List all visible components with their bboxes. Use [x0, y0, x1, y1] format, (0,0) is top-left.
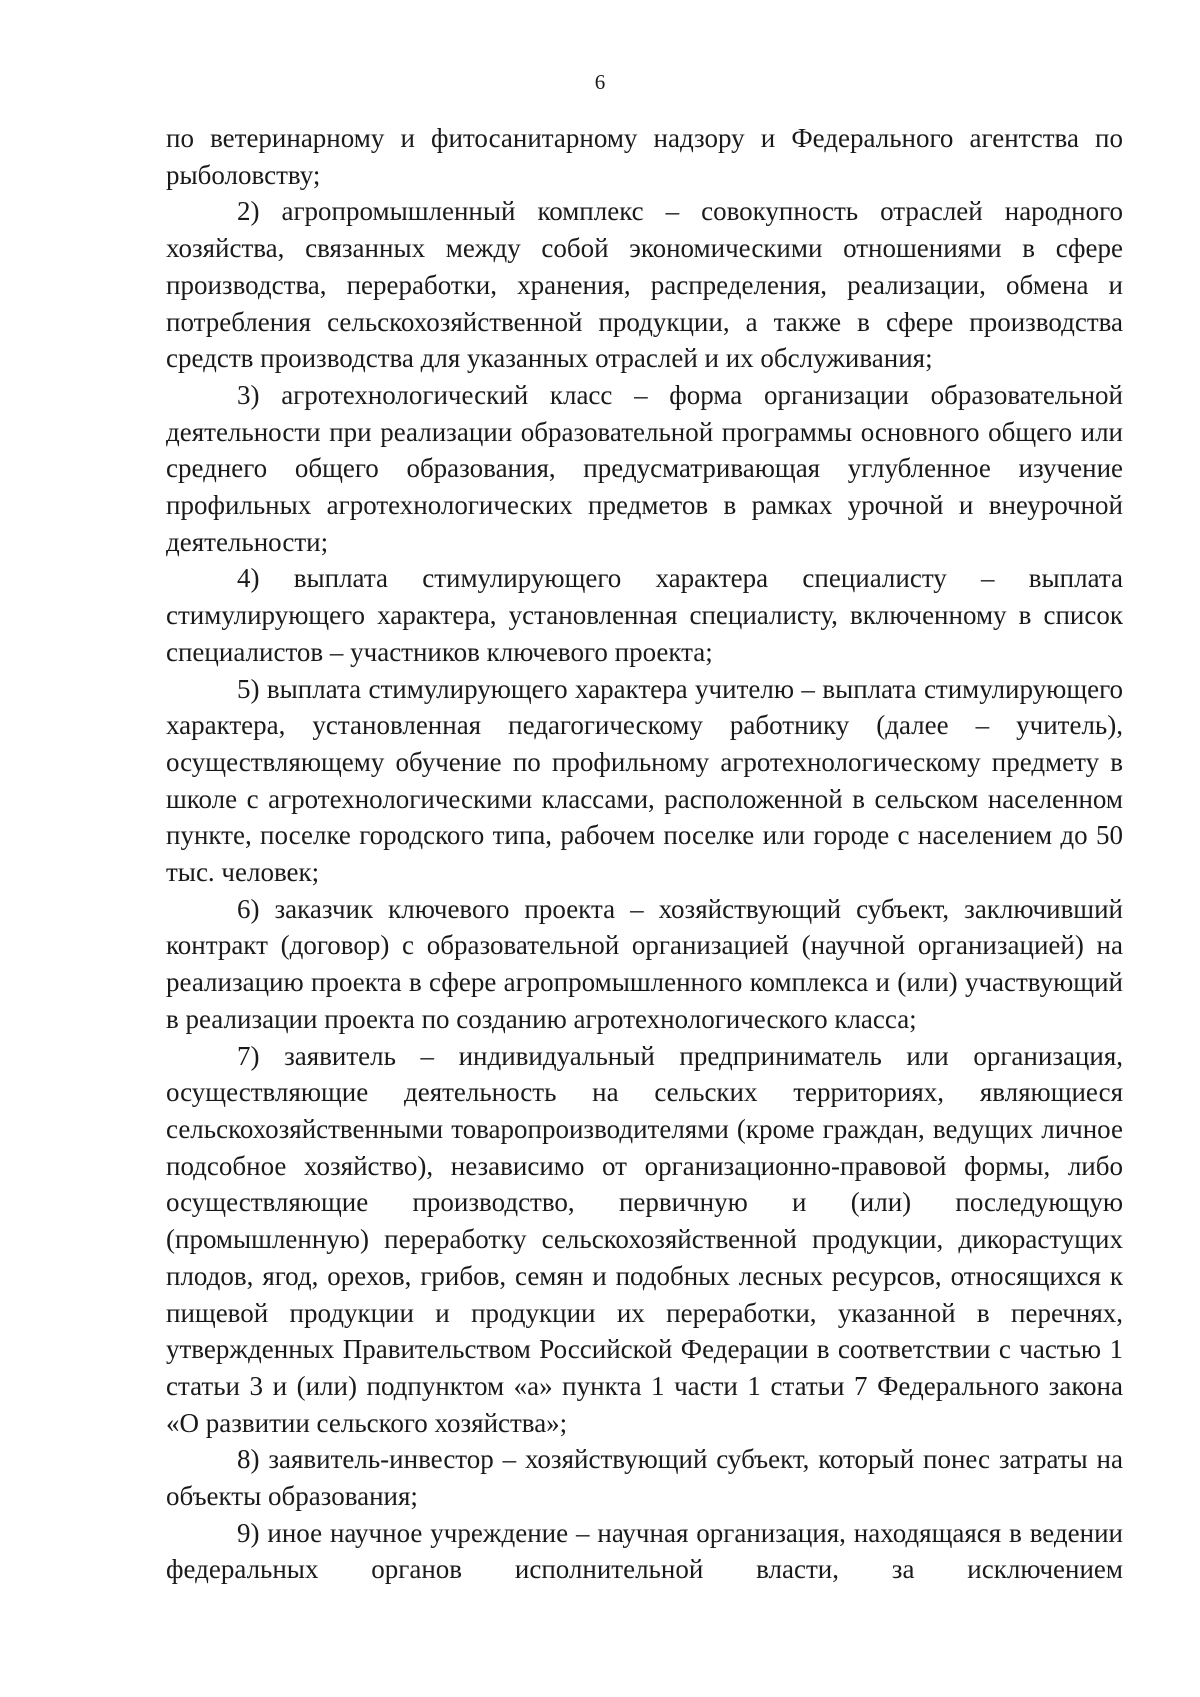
paragraph-continuation: по ветеринарному и фитосанитарному надзору и Федерального агентства по рыболовству; [166, 123, 1123, 190]
document-body [166, 120, 1123, 1588]
page-number: 6 [594, 70, 606, 94]
definition-specialist-incentive-payment: 4) выплата стимулирующего характера специалисту – выплата стимулирующего характера, установленная специалисту, включенному в список специалистов – участников ключевого проекта; [166, 563, 1123, 667]
definition-agro-industrial-complex: 2) агропромышленный комплекс – совокупность отраслей народного хозяйства, связанных между собой экономическими отношениями в сфере производства, переработки, хранения, распределения, реализации, обмена и потребления сельскохозяйственной продукции, а также в сфере производства средств производства для указанных отраслей и их обслуживания; [166, 196, 1123, 374]
definition-applicant: 7) заявитель – индивидуальный предприниматель или организация, осуществляющие деятельность на сельских территориях, являющиеся сельскохозяйственными товаропроизводителями (кроме граждан, ведущих личное подсобное хозяйство), независимо от организационно-правовой формы, либо осуществляющие производство, первичную и (или) последующую (промышленную) переработку сельскохозяйственной продукции, дикорастущих плодов, ягод, орехов, грибов, семян и подобных лесных ресурсов, относящихся к пищевой продукции и продукции их переработки, указанной в перечнях, утвержденных Правительством Российской Федерации в соответствии с частью 1 статьи 3 и (или) подпунктом «а» пункта 1 части 1 статьи 7 Федерального закона «О развитии сельского хозяйства»; [166, 1040, 1123, 1438]
definition-agrotech-class: 3) агротехнологический класс – форма организации образовательной деятельности при реализации образовательной программы основного общего или среднего общего образования, предусматривающая углубленное изучение профильных агротехнологических предметов в рамках урочной и внеурочной деятельности; [166, 379, 1123, 557]
definition-other-scientific-institution: 9) иное научное учреждение – научная организация, находящаяся в ведении федеральных органов исполнительной власти, за исключением [166, 1517, 1123, 1585]
definition-teacher-incentive-payment: 5) выплата стимулирующего характера учителю – выплата стимулирующего характера, установленная педагогическому работнику (далее – учитель), осуществляющему обучение по профильному агротехнологическому предмету в школе с агротехнологическими классами, расположенной в сельском населенном пункте, поселке городского типа, рабочем поселке или городе с населением до 50 тыс. человек; [166, 673, 1123, 888]
definition-key-project-customer: 6) заказчик ключевого проекта – хозяйствующий субъект, заключивший контракт (договор) с образовательной организацией (научной организацией) на реализацию проекта в сфере агропромышленного комплекса и (или) участвующий в реализации проекта по созданию агротехнологического класса; [166, 893, 1123, 1034]
definition-applicant-investor: 8) заявитель-инвестор – хозяйствующий субъект, который понес затраты на объекты образования; [166, 1444, 1123, 1512]
